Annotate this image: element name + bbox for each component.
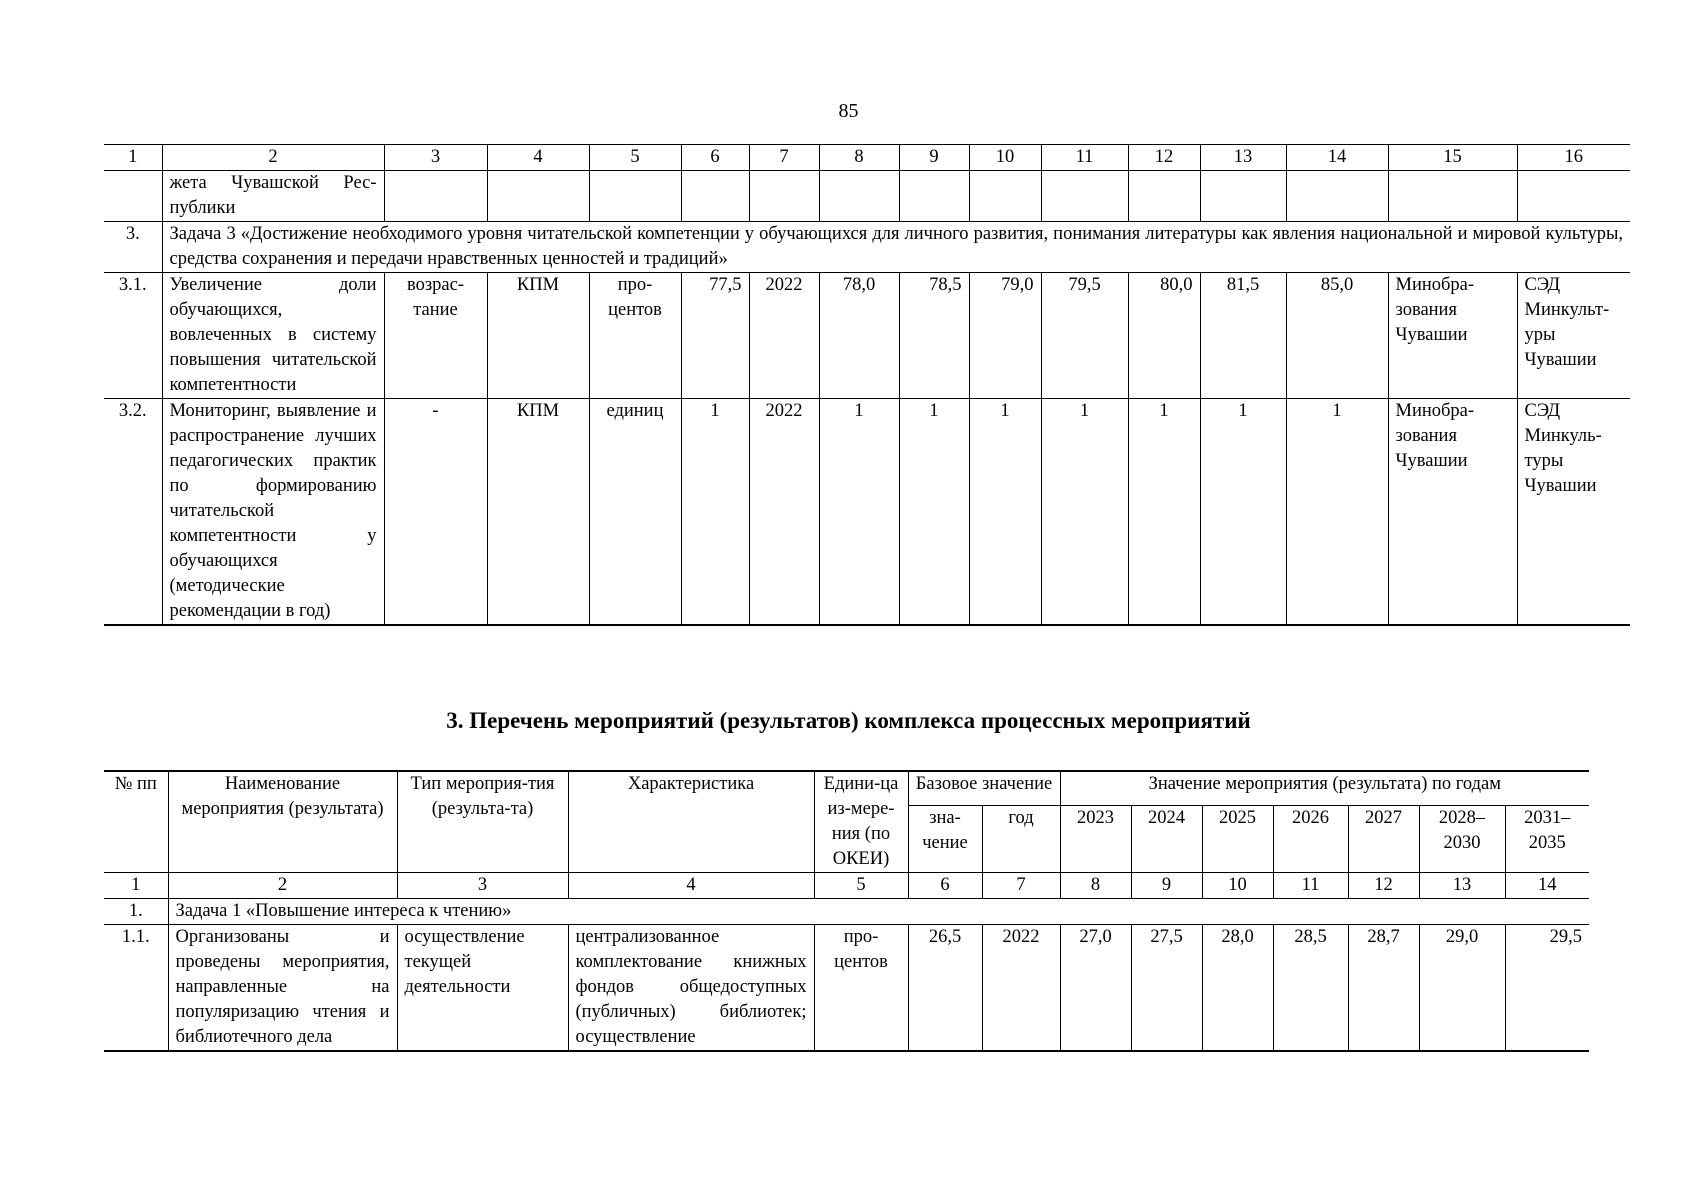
column-number: 7 <box>982 873 1060 899</box>
row-number: 1.1. <box>104 925 168 1052</box>
value-cell: 28,0 <box>1202 925 1273 1052</box>
value-cell: 78,5 <box>899 273 969 399</box>
header-name: Наименование мероприятия (результата) <box>168 771 397 873</box>
table-cell <box>899 171 969 222</box>
section-heading: 3. Перечень мероприятий (результатов) комплекса процессных мероприятий <box>446 708 1251 733</box>
value-cell: 29,5 <box>1505 925 1589 1052</box>
table-cell <box>1041 171 1128 222</box>
table-cell <box>681 171 749 222</box>
column-number: 4 <box>487 145 589 171</box>
value-cell: 27,5 <box>1131 925 1202 1052</box>
table-cell <box>104 171 162 222</box>
header-base: Базовое значение <box>908 771 1060 806</box>
value-cell: 1 <box>1128 399 1200 626</box>
column-number: 9 <box>1131 873 1202 899</box>
column-number: 11 <box>1273 873 1348 899</box>
column-number: 3 <box>384 145 487 171</box>
indicator-name-cell: жета Чувашской Рес-публики <box>162 171 384 222</box>
header-characteristic: Характеристика <box>568 771 814 873</box>
table-cell <box>1388 171 1517 222</box>
column-number: 11 <box>1041 145 1128 171</box>
header-year: 2028–2030 <box>1419 806 1505 873</box>
header-base-value: зна-чение <box>908 806 982 873</box>
value-cell: 79,5 <box>1041 273 1128 399</box>
table-cell <box>487 171 589 222</box>
base-year-cell: 2022 <box>749 273 819 399</box>
header-year: 2025 <box>1202 806 1273 873</box>
value-cell: 1 <box>1286 399 1388 626</box>
activities-table <box>104 770 1589 1052</box>
continuation-row <box>104 171 1630 222</box>
base-value-cell: 77,5 <box>681 273 749 399</box>
column-number: 2 <box>168 873 397 899</box>
table-cell <box>1286 171 1388 222</box>
column-number: 1 <box>104 873 168 899</box>
column-number: 5 <box>589 145 681 171</box>
task-text: Задача 1 «Повышение интереса к чтению» <box>168 899 1589 925</box>
unit-cell: про-центов <box>589 273 681 399</box>
value-cell: 80,0 <box>1128 273 1200 399</box>
column-number: 4 <box>568 873 814 899</box>
indicator-name-cell: Увеличение доли обучающихся, вовлеченных в систему повышения читательской компетентности <box>162 273 384 399</box>
header-years-title: Значение мероприятия (результата) по годам <box>1060 771 1589 806</box>
value-cell: 29,0 <box>1419 925 1505 1052</box>
header-year: 2024 <box>1131 806 1202 873</box>
value-cell: 79,0 <box>969 273 1041 399</box>
characteristic-text: централизованное комплектование книжных фондов общедоступных (публичных) библиотек; осуществление <box>575 927 807 1047</box>
task-row <box>104 899 1589 925</box>
table-cell <box>1128 171 1200 222</box>
value-cell: 1 <box>969 399 1041 626</box>
table-cell <box>1517 171 1630 222</box>
header-year: 2023 <box>1060 806 1131 873</box>
value-cell: 28,5 <box>1273 925 1348 1052</box>
activity-name-text: Организованы и проведены мероприятия, направленные на популяризацию чтения и библиотечного дела <box>175 927 390 1047</box>
row-number: 3.2. <box>104 399 162 626</box>
header-unit: Едини-ца из-мере-ния (по ОКЕИ) <box>814 771 908 873</box>
value-cell: 81,5 <box>1200 273 1286 399</box>
characteristic-cell <box>568 925 814 1052</box>
column-number: 1 <box>104 145 162 171</box>
table-row <box>104 925 1589 1052</box>
value-cell: 1 <box>899 399 969 626</box>
column-number: 14 <box>1286 145 1388 171</box>
value-cell: 1 <box>1041 399 1128 626</box>
header-row <box>104 771 1589 806</box>
table-row <box>104 399 1630 626</box>
header-year: 2027 <box>1348 806 1419 873</box>
column-number: 10 <box>1202 873 1273 899</box>
table-cell <box>384 171 487 222</box>
column-number: 3 <box>397 873 568 899</box>
column-number: 15 <box>1388 145 1517 171</box>
info-system-cell: СЭД Минкульт-уры Чувашии <box>1517 273 1630 399</box>
column-number: 16 <box>1517 145 1630 171</box>
table-cell <box>749 171 819 222</box>
column-number: 2 <box>162 145 384 171</box>
responsible-cell: Минобра-зования Чувашии <box>1388 273 1517 399</box>
column-number: 5 <box>814 873 908 899</box>
column-number: 6 <box>681 145 749 171</box>
level-cell: КПМ <box>487 399 589 626</box>
unit-cell: единиц <box>589 399 681 626</box>
column-number: 13 <box>1419 873 1505 899</box>
base-value-cell: 1 <box>681 399 749 626</box>
activity-type-cell: осуществление текущей деятельности <box>397 925 568 1052</box>
trend-cell: возрас-тание <box>384 273 487 399</box>
header-year: 2031–2035 <box>1505 806 1589 873</box>
row-number: 1. <box>104 899 168 925</box>
info-system-cell: СЭД Минкуль-туры Чувашии <box>1517 399 1630 626</box>
row-number: 3.1. <box>104 273 162 399</box>
activity-name-cell <box>168 925 397 1052</box>
table-cell <box>969 171 1041 222</box>
column-numbers-row <box>104 873 1589 899</box>
value-cell: 28,7 <box>1348 925 1419 1052</box>
task-text: Задача 3 «Достижение необходимого уровня читательской компетенции у обучающихся для личного развития, понимания литературы как явления национальной и мировой культуры, средства сохранения и передачи нравственных ценностей и традиций» <box>162 222 1630 273</box>
header-type: Тип мероприя-тия (результа-та) <box>397 771 568 873</box>
value-cell: 1 <box>819 399 899 626</box>
header-year: 2026 <box>1273 806 1348 873</box>
table-cell <box>819 171 899 222</box>
level-cell: КПМ <box>487 273 589 399</box>
column-number: 9 <box>899 145 969 171</box>
table-row <box>104 273 1630 399</box>
header-num: № пп <box>104 771 168 873</box>
base-year-cell: 2022 <box>749 399 819 626</box>
base-year-cell: 2022 <box>982 925 1060 1052</box>
row-number: 3. <box>104 222 162 273</box>
value-cell: 78,0 <box>819 273 899 399</box>
column-number: 14 <box>1505 873 1589 899</box>
responsible-cell: Минобра-зования Чувашии <box>1388 399 1517 626</box>
column-number: 12 <box>1348 873 1419 899</box>
indicators-table <box>104 144 1630 626</box>
column-number: 8 <box>1060 873 1131 899</box>
table-cell <box>589 171 681 222</box>
base-value-cell: 26,5 <box>908 925 982 1052</box>
page-number: 85 <box>838 100 859 122</box>
column-number: 8 <box>819 145 899 171</box>
value-cell: 85,0 <box>1286 273 1388 399</box>
header-base-year: год <box>982 806 1060 873</box>
table-cell <box>1200 171 1286 222</box>
column-number: 13 <box>1200 145 1286 171</box>
column-number: 10 <box>969 145 1041 171</box>
trend-cell: - <box>384 399 487 626</box>
value-cell: 1 <box>1200 399 1286 626</box>
indicator-name-cell: Мониторинг, выявление и распространение лучших педагогических практик по формированию читательской компетентности у обучающихся (методические рекомендации в год) <box>162 399 384 626</box>
value-cell: 27,0 <box>1060 925 1131 1052</box>
unit-cell: про-центов <box>814 925 908 1052</box>
task-row <box>104 222 1630 273</box>
column-number: 12 <box>1128 145 1200 171</box>
column-number: 6 <box>908 873 982 899</box>
column-number: 7 <box>749 145 819 171</box>
column-numbers-row <box>104 145 1630 171</box>
